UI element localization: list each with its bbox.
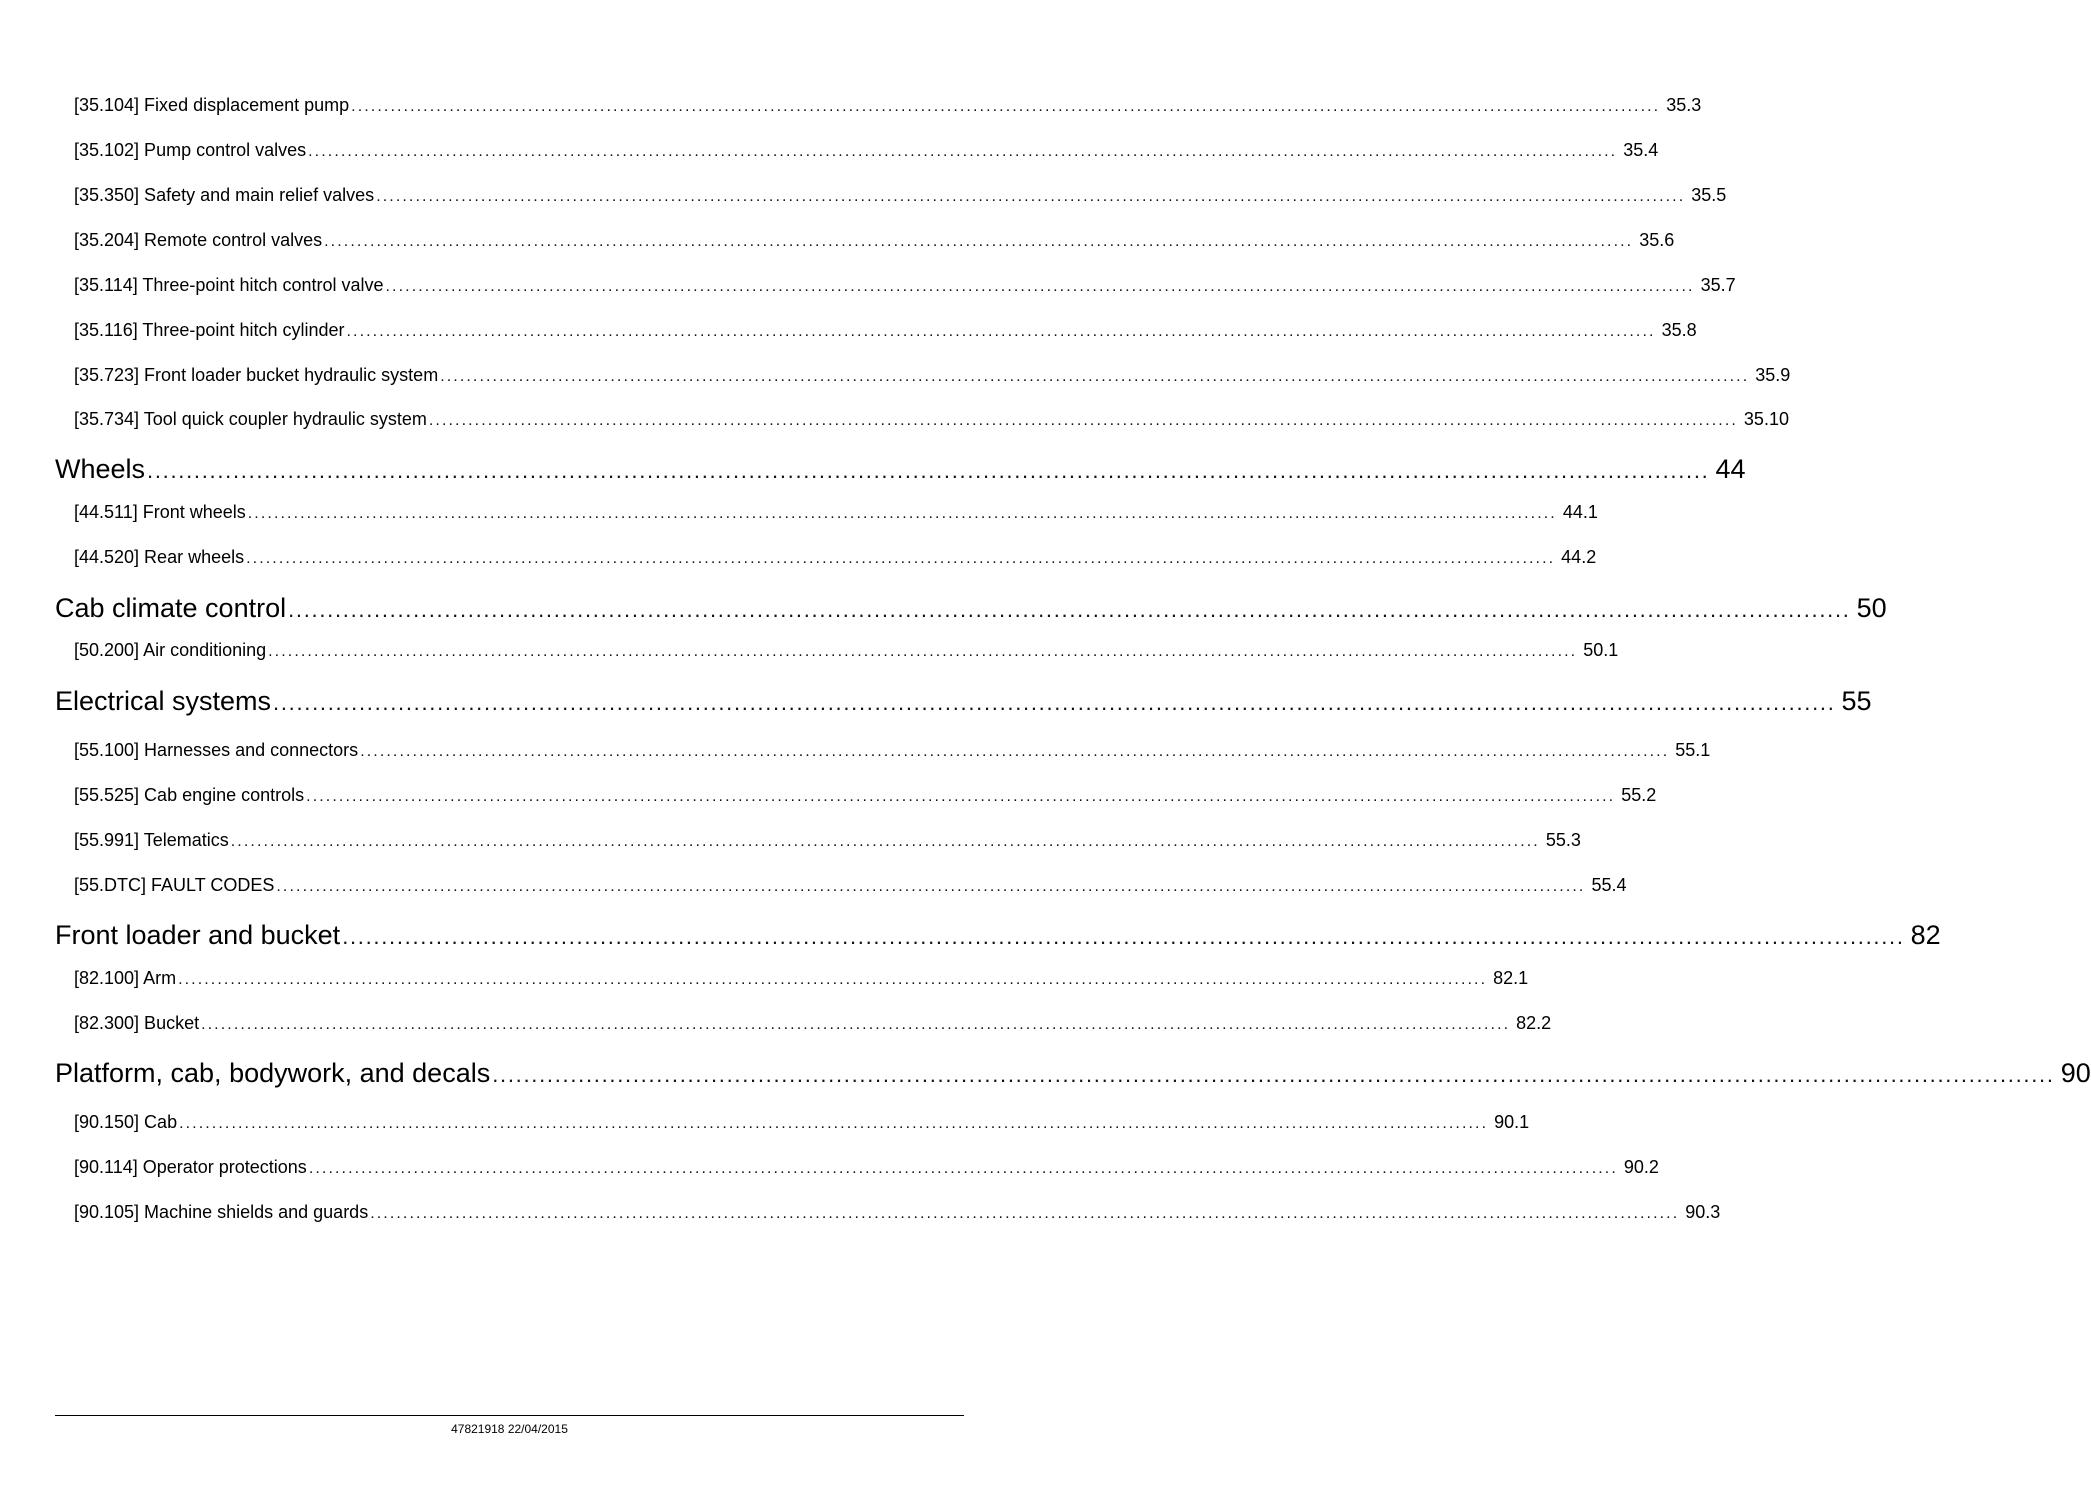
- toc-entry-35-350[interactable]: [74, 182, 1727, 208]
- toc-entry-page: 35.6: [1639, 230, 1675, 250]
- toc-entry-82-300[interactable]: [74, 1010, 1552, 1036]
- toc-entry-page: 55.4: [1591, 875, 1627, 895]
- dot-leader: ........................................................................................................................................................................................................: [440, 368, 1750, 385]
- footer-divider: [55, 1415, 964, 1416]
- dot-leader: ........................................................................................................................................................................................................: [230, 833, 1540, 850]
- dot-leader: ........................................................................................................................................................................................................: [370, 1205, 1680, 1222]
- toc-entry-title: [82.100] Arm: [74, 968, 177, 988]
- toc-entry-title: [50.200] Air conditioning: [74, 640, 267, 660]
- toc-section-page: 44: [1715, 454, 1746, 484]
- toc-entry-55-dtc[interactable]: [74, 872, 1627, 898]
- toc-entry-35-102[interactable]: [74, 137, 1659, 163]
- dot-leader: ........................................................................................................................................................................................................: [308, 143, 1618, 160]
- toc-entry-90-150[interactable]: [74, 1109, 1530, 1135]
- toc-entry-page: 35.3: [1666, 95, 1702, 115]
- toc-entry-page: 35.9: [1755, 365, 1791, 385]
- toc-entry-title: [55.525] Cab engine controls: [74, 785, 305, 805]
- toc-section-cab-climate-control[interactable]: [55, 590, 1887, 626]
- toc-entry-page: 90.2: [1623, 1157, 1659, 1177]
- toc-entry-title: [44.520] Rear wheels: [74, 547, 245, 567]
- dot-leader: ........................................................................................................................................................................................................: [201, 1016, 1511, 1033]
- toc-entry-44-511[interactable]: [74, 499, 1598, 525]
- dot-leader: ........................................................................................................................................................................................................: [308, 1160, 1618, 1177]
- toc-section-electrical-systems[interactable]: [55, 683, 1872, 719]
- toc-entry-title: [55.100] Harnesses and connectors: [74, 740, 359, 760]
- toc-entry-page: 35.8: [1661, 320, 1697, 340]
- footer-doc-number-date: 47821918 22/04/2015: [451, 1422, 568, 1436]
- toc-entry-title: [55.991] Telematics: [74, 830, 229, 850]
- toc-entry-title: [55.DTC] FAULT CODES: [74, 875, 275, 895]
- toc-entry-55-991[interactable]: [74, 827, 1581, 853]
- toc-entry-title: [35.350] Safety and main relief valves: [74, 185, 375, 205]
- toc-entry-title: [35.734] Tool quick coupler hydraulic system: [74, 409, 427, 429]
- dot-leader: ........................................................................................................................................................................................................: [376, 188, 1686, 205]
- toc-entry-title: [35.104] Fixed displacement pump: [74, 95, 350, 115]
- toc-entry-title: [90.150] Cab: [74, 1112, 178, 1132]
- toc-entry-title: [90.114] Operator protections: [74, 1157, 307, 1177]
- toc-section-title: Platform, cab, bodywork, and decals: [55, 1058, 491, 1088]
- dot-leader: ........................................................................................................................................................................................................: [268, 643, 1578, 660]
- toc-entry-title: [90.105] Machine shields and guards: [74, 1202, 369, 1222]
- dot-leader: ........................................................................................................................................................................................................: [428, 412, 1738, 429]
- toc-section-wheels[interactable]: [55, 451, 1746, 487]
- dot-leader: ........................................................................................................................................................................................................: [276, 878, 1586, 895]
- dot-leader: ........................................................................................................................................................................................................: [179, 1115, 1489, 1132]
- toc-section-page: 50: [1856, 593, 1887, 623]
- toc-entry-page: 44.1: [1562, 502, 1598, 522]
- toc-entry-title: [35.114] Three-point hitch control valve: [74, 275, 384, 295]
- dot-leader: ........................................................................................................................................................................................................: [288, 597, 1851, 622]
- dot-leader: ........................................................................................................................................................................................................: [246, 550, 1556, 567]
- dot-leader: ........................................................................................................................................................................................................: [247, 505, 1557, 522]
- toc-section-title: Front loader and bucket: [55, 920, 341, 950]
- toc-entry-35-116[interactable]: [74, 317, 1697, 343]
- toc-entry-page: 82.1: [1493, 968, 1529, 988]
- toc-entry-title: [44.511] Front wheels: [74, 502, 246, 522]
- toc-entry-page: 82.2: [1516, 1013, 1552, 1033]
- toc-entry-50-200[interactable]: [74, 637, 1619, 663]
- toc-entry-page: 55.1: [1675, 740, 1711, 760]
- toc-section-title: Wheels: [55, 454, 146, 484]
- dot-leader: ........................................................................................................................................................................................................: [324, 233, 1634, 250]
- dot-leader: ........................................................................................................................................................................................................: [306, 788, 1616, 805]
- toc-entry-35-204[interactable]: [74, 227, 1675, 253]
- toc-entry-35-114[interactable]: [74, 272, 1736, 298]
- toc-entry-page: 35.4: [1623, 140, 1659, 160]
- toc-entry-35-104[interactable]: [74, 92, 1702, 118]
- toc-entry-title: [35.116] Three-point hitch cylinder: [74, 320, 345, 340]
- dot-leader: ........................................................................................................................................................................................................: [351, 98, 1661, 115]
- toc-entry-90-114[interactable]: [74, 1154, 1659, 1180]
- toc-entry-82-100[interactable]: [74, 965, 1529, 991]
- toc-entry-title: [82.300] Bucket: [74, 1013, 200, 1033]
- toc-entry-35-723[interactable]: [74, 362, 1791, 388]
- dot-leader: ........................................................................................................................................................................................................: [273, 690, 1836, 715]
- toc-entry-page: 35.10: [1743, 409, 1789, 429]
- toc-entry-page: 55.2: [1621, 785, 1657, 805]
- toc-entry-55-100[interactable]: [74, 737, 1711, 763]
- toc-section-page: 55: [1841, 686, 1872, 716]
- toc-entry-page: 55.3: [1545, 830, 1581, 850]
- dot-leader: ........................................................................................................................................................................................................: [147, 458, 1710, 483]
- dot-leader: ........................................................................................................................................................................................................: [385, 278, 1695, 295]
- toc-entry-title: [35.204] Remote control valves: [74, 230, 323, 250]
- dot-leader: ........................................................................................................................................................................................................: [346, 323, 1656, 340]
- toc-entry-title: [35.723] Front loader bucket hydraulic system: [74, 365, 439, 385]
- dot-leader: ........................................................................................................................................................................................................: [342, 924, 1905, 949]
- toc-entry-44-520[interactable]: [74, 544, 1597, 570]
- toc-entry-90-105[interactable]: [74, 1199, 1721, 1225]
- toc-entry-title: [35.102] Pump control valves: [74, 140, 307, 160]
- dot-leader: ........................................................................................................................................................................................................: [360, 743, 1670, 760]
- toc-entry-page: 35.7: [1700, 275, 1736, 295]
- toc-section-page: 90: [2060, 1058, 2091, 1088]
- toc-entry-55-525[interactable]: [74, 782, 1657, 808]
- toc-section-title: Cab climate control: [55, 593, 287, 623]
- toc-entry-page: 50.1: [1583, 640, 1619, 660]
- toc-entry-page: 90.3: [1685, 1202, 1721, 1222]
- toc-entry-35-734[interactable]: [74, 406, 1789, 432]
- toc-entry-page: 35.5: [1691, 185, 1727, 205]
- toc-entry-page: 90.1: [1494, 1112, 1530, 1132]
- toc-section-title: Electrical systems: [55, 686, 272, 716]
- toc-section-front-loader-and-bucket[interactable]: [55, 917, 1941, 953]
- dot-leader: ........................................................................................................................................................................................................: [492, 1062, 2055, 1087]
- toc-entry-page: 44.2: [1561, 547, 1597, 567]
- toc-section-page: 82: [1910, 920, 1941, 950]
- toc-section-platform-cab-bodywork-decals[interactable]: [55, 1055, 2091, 1091]
- dot-leader: ........................................................................................................................................................................................................: [178, 971, 1488, 988]
